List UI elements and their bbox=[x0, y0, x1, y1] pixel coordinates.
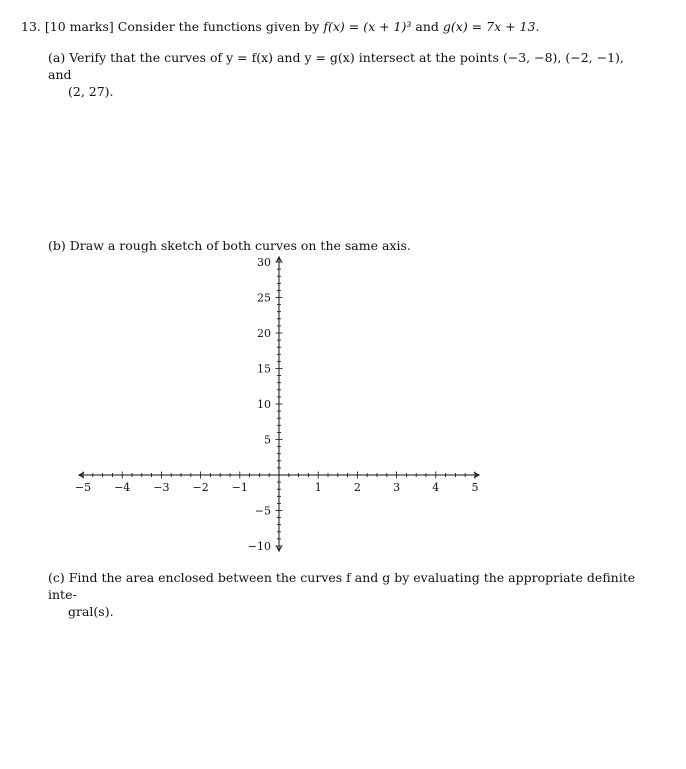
x-tick-label: 4 bbox=[432, 481, 440, 494]
y-tick-label: 30 bbox=[257, 256, 271, 269]
x-tick-label: 1 bbox=[314, 481, 322, 494]
y-tick-label: −5 bbox=[254, 504, 271, 518]
question-stem: Consider the functions given by bbox=[117, 19, 320, 34]
x-tick-label: −1 bbox=[231, 481, 248, 494]
part-a-label: (a) bbox=[48, 50, 66, 65]
f-definition: f(x) = (x + 1)³ bbox=[323, 19, 412, 34]
x-tick-label: −4 bbox=[114, 481, 131, 494]
part-c-text-cont: gral(s). bbox=[68, 604, 114, 619]
x-tick-label: −5 bbox=[74, 481, 92, 494]
part-c-text: Find the area enclosed between the curves f and g by evaluating the appropriate definite inte- bbox=[48, 570, 636, 602]
part-c bbox=[48, 569, 648, 620]
y-tick-label: 10 bbox=[257, 398, 271, 411]
y-tick-label: 25 bbox=[257, 291, 271, 305]
x-tick-label: 2 bbox=[353, 481, 361, 494]
part-c-label: (c) bbox=[48, 570, 65, 585]
part-a-text: Verify that the curves of y = f(x) and y = g(x) intersect at the points (−3, −8), (−2, −1), and bbox=[48, 50, 624, 82]
question-marks: [10 marks] bbox=[44, 19, 114, 34]
x-tick-label: −2 bbox=[192, 481, 209, 494]
x-tick-label: 3 bbox=[393, 481, 401, 494]
y-tick-label: 15 bbox=[257, 362, 271, 376]
y-tick-label: 5 bbox=[264, 433, 271, 447]
question-number: 13. bbox=[21, 19, 41, 34]
part-b-text: Draw a rough sketch of both curves on the same axis. bbox=[69, 238, 411, 253]
x-tick-label: 5 bbox=[471, 481, 479, 494]
axes-group bbox=[75, 256, 479, 553]
y-tick-label: −10 bbox=[247, 540, 271, 553]
x-tick-label: −3 bbox=[153, 481, 170, 494]
y-tick-label: 20 bbox=[257, 327, 271, 340]
part-a-text-cont: (2, 27). bbox=[68, 84, 114, 99]
g-definition: g(x) = 7x + 13. bbox=[442, 19, 540, 34]
and-word: and bbox=[415, 19, 439, 34]
part-b-label: (b) bbox=[48, 238, 66, 253]
